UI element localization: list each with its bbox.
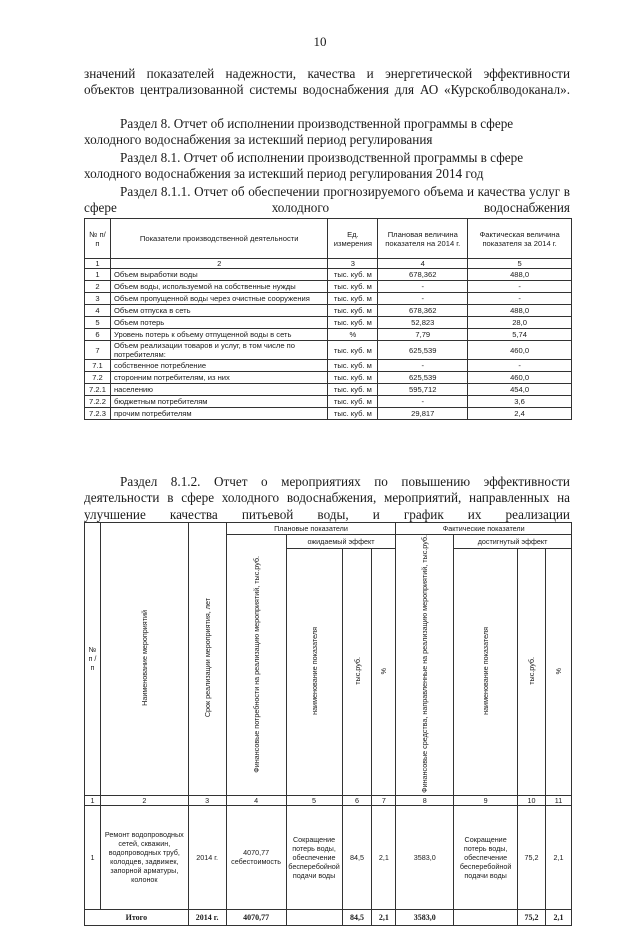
- section-8-1-1-title: Раздел 8.1.1. Отчет об обеспечении прогнозируемого объема и качества услуг в сфере холодного водоснабжения: [84, 184, 570, 216]
- t1-cell-fact: 488,0: [468, 305, 572, 317]
- t1-cell-indicator: Уровень потерь к объему отпущенной воды в сеть: [110, 329, 327, 341]
- t1-cell-fact: -: [468, 281, 572, 293]
- intro-paragraph: значений показателей надежности, качества и энергетической эффективности объектов централизованной системы водоснабжения для АО «Курскоблводоканал».: [84, 66, 570, 98]
- t1-cell-indicator: Объем реализации товаров и услуг, в том числе по потребителям:: [110, 341, 327, 360]
- t1-cell-indicator: собственное потребление: [110, 360, 327, 372]
- t1-cell-unit: тыс. куб. м: [328, 317, 378, 329]
- table-row: [85, 341, 572, 360]
- t1-cell-number: 7.2.3: [85, 408, 111, 420]
- t2-header-period: Срок реализации мероприятия, лет: [188, 523, 226, 796]
- t2-header-plan-indicator: наименование показателя: [286, 549, 342, 796]
- t2-row-fact-pct: 2,1: [546, 805, 572, 909]
- production-volume-table: [84, 218, 572, 420]
- t2-total-plan-pct: 2,1: [372, 909, 396, 925]
- table-row: [85, 281, 572, 293]
- t1-cell-indicator: прочим потребителям: [110, 408, 327, 420]
- t1-cell-plan: 7,79: [378, 329, 468, 341]
- t1-cell-number: 5: [85, 317, 111, 329]
- t2-total-period: 2014 г.: [188, 909, 226, 925]
- t1-cell-unit: тыс. куб. м: [328, 372, 378, 384]
- t1-cell-fact: 488,0: [468, 269, 572, 281]
- t1-cell-fact: 460,0: [468, 341, 572, 360]
- t2-total-plan-fin: 4070,77: [226, 909, 286, 925]
- t1-cell-plan: 29,817: [378, 408, 468, 420]
- t1-cell-fact: 28,0: [468, 317, 572, 329]
- t1-cell-fact: 2,4: [468, 408, 572, 420]
- table-row: [85, 293, 572, 305]
- table-row: [85, 305, 572, 317]
- table-row: [85, 329, 572, 341]
- t1-cell-plan: 625,539: [378, 372, 468, 384]
- t2-row-number: 1: [85, 805, 101, 909]
- t1-cell-plan: 678,362: [378, 305, 468, 317]
- t1-cell-fact: 5,74: [468, 329, 572, 341]
- t2-row-period: 2014 г.: [188, 805, 226, 909]
- t1-cell-unit: тыс. куб. м: [328, 341, 378, 360]
- t2-colnum: 11: [546, 795, 572, 805]
- t1-cell-plan: -: [378, 281, 468, 293]
- t2-colnum: 10: [518, 795, 546, 805]
- t2-header-plan: Плановые показатели: [226, 523, 396, 535]
- t1-cell-plan: -: [378, 293, 468, 305]
- t1-cell-fact: -: [468, 293, 572, 305]
- t2-row-fact-indicator: Сокращение потерь воды, обеспечение бесперебойной подачи воды: [454, 805, 518, 909]
- t1-colnum: 1: [85, 259, 111, 269]
- t1-header-number: № п/п: [85, 219, 111, 259]
- t2-row-name: Ремонт водопроводных сетей, скважин, водопроводных труб, колодцев, задвижек, запорной арматуры, колонок: [100, 805, 188, 909]
- t1-cell-unit: тыс. куб. м: [328, 360, 378, 372]
- t1-cell-fact: 3,6: [468, 396, 572, 408]
- t1-cell-unit: тыс. куб. м: [328, 269, 378, 281]
- t1-cell-plan: 52,823: [378, 317, 468, 329]
- t1-cell-plan: 625,539: [378, 341, 468, 360]
- t1-cell-number: 7.1: [85, 360, 111, 372]
- table-row: [85, 384, 572, 396]
- t2-header-achieved: достигнутый эффект: [454, 535, 572, 549]
- t1-cell-unit: тыс. куб. м: [328, 293, 378, 305]
- t1-cell-indicator: населению: [110, 384, 327, 396]
- t2-row-plan-pct: 2,1: [372, 805, 396, 909]
- t2-total-fact-fin: 3583,0: [396, 909, 454, 925]
- t1-cell-indicator: Объем выработки воды: [110, 269, 327, 281]
- t2-row-plan-fin: 4070,77 себестоимость: [226, 805, 286, 909]
- t1-cell-plan: 595,712: [378, 384, 468, 396]
- t1-cell-fact: -: [468, 360, 572, 372]
- t2-colnum: 5: [286, 795, 342, 805]
- t2-colnum: 1: [85, 795, 101, 805]
- t1-cell-indicator: сторонним потребителям, из них: [110, 372, 327, 384]
- t1-cell-unit: тыс. куб. м: [328, 396, 378, 408]
- t2-colnum: 2: [100, 795, 188, 805]
- t2-total-fact-pct: 2,1: [546, 909, 572, 925]
- t1-cell-number: 7.2.1: [85, 384, 111, 396]
- table-row: [85, 396, 572, 408]
- t1-cell-fact: 460,0: [468, 372, 572, 384]
- t2-header-number: № п / п: [85, 523, 101, 796]
- t1-cell-indicator: бюджетным потребителям: [110, 396, 327, 408]
- t1-cell-number: 7.2: [85, 372, 111, 384]
- t1-cell-unit: тыс. куб. м: [328, 384, 378, 396]
- t2-header-plan-fin: Финансовые потребности на реализацию мероприятий, тыс.руб.: [226, 535, 286, 796]
- section-8-title: Раздел 8. Отчет об исполнении производственной программы в сфере холодного водоснабжения за истекший период регулирования: [84, 116, 514, 148]
- efficiency-measures-table: [84, 522, 572, 926]
- t1-colnum: 2: [110, 259, 327, 269]
- t1-cell-number: 1: [85, 269, 111, 281]
- t2-colnum: 6: [342, 795, 372, 805]
- t2-header-name: Наименование мероприятий: [100, 523, 188, 796]
- t1-cell-number: 7: [85, 341, 111, 360]
- t1-cell-indicator: Объем пропущенной воды через очистные сооружения: [110, 293, 327, 305]
- t2-colnum: 3: [188, 795, 226, 805]
- t2-colnum: 8: [396, 795, 454, 805]
- t1-cell-unit: %: [328, 329, 378, 341]
- t2-header-fact: Фактические показатели: [396, 523, 572, 535]
- t1-header-indicator: Показатели производственной деятельности: [110, 219, 327, 259]
- table-row: [85, 360, 572, 372]
- table-row: [85, 408, 572, 420]
- t1-cell-plan: -: [378, 396, 468, 408]
- t2-row-fact-rub: 75,2: [518, 805, 546, 909]
- t2-colnum: 4: [226, 795, 286, 805]
- t1-cell-indicator: Объем воды, используемой на собственные нужды: [110, 281, 327, 293]
- t2-row-plan-rub: 84,5: [342, 805, 372, 909]
- t2-row-fact-fin: 3583,0: [396, 805, 454, 909]
- t2-colnum: 9: [454, 795, 518, 805]
- t1-header-unit: Ед. измерения: [328, 219, 378, 259]
- t2-colnum: 7: [372, 795, 396, 805]
- t2-header-fact-indicator: наименование показателя: [454, 549, 518, 796]
- t2-header-fact-fin: Финансовые средства, направленные на реализацию мероприятий, тыс.руб.: [396, 535, 454, 796]
- t1-cell-unit: тыс. куб. м: [328, 408, 378, 420]
- t2-total-fact-indicator: [454, 909, 518, 925]
- t1-colnum: 5: [468, 259, 572, 269]
- t1-cell-unit: тыс. куб. м: [328, 305, 378, 317]
- t2-total-label: Итого: [85, 909, 189, 925]
- t1-cell-unit: тыс. куб. м: [328, 281, 378, 293]
- t1-header-plan: Плановая величина показателя на 2014 г.: [378, 219, 468, 259]
- table-row: [85, 269, 572, 281]
- t1-cell-number: 2: [85, 281, 111, 293]
- t2-row-plan-indicator: Сокращение потерь воды, обеспечение бесперебойной подачи воды: [286, 805, 342, 909]
- page-number: 10: [313, 34, 327, 49]
- t2-total-plan-indicator: [286, 909, 342, 925]
- t1-cell-number: 4: [85, 305, 111, 317]
- t1-cell-plan: 678,362: [378, 269, 468, 281]
- t1-cell-number: 7.2.2: [85, 396, 111, 408]
- section-8-1-title: Раздел 8.1. Отчет об исполнении производственной программы в сфере холодного водоснабжения за истекший период регулирования 2014 год: [84, 150, 524, 182]
- section-8-1-2-title: Раздел 8.1.2. Отчет о мероприятиях по повышению эффективности деятельности в сфере холодного водоснабжения, мероприятий, направленных на улучшение качества питьевой воды, и график их реализации: [84, 474, 570, 522]
- t1-header-fact: Фактическая величина показателя за 2014 г.: [468, 219, 572, 259]
- t2-header-plan-rub: тыс.руб.: [342, 549, 372, 796]
- t1-colnum: 4: [378, 259, 468, 269]
- t1-cell-indicator: Объем отпуска в сеть: [110, 305, 327, 317]
- t2-header-fact-rub: тыс.руб.: [518, 549, 546, 796]
- t1-cell-number: 3: [85, 293, 111, 305]
- t1-cell-plan: -: [378, 360, 468, 372]
- t2-total-plan-rub: 84,5: [342, 909, 372, 925]
- t1-cell-fact: 454,0: [468, 384, 572, 396]
- table-row: [85, 372, 572, 384]
- table-row: [85, 317, 572, 329]
- t1-colnum: 3: [328, 259, 378, 269]
- t2-header-expected: ожидаемый эффект: [286, 535, 396, 549]
- t2-header-plan-pct: %: [372, 549, 396, 796]
- t2-total-fact-rub: 75,2: [518, 909, 546, 925]
- t2-header-fact-pct: %: [546, 549, 572, 796]
- t1-cell-indicator: Объем потерь: [110, 317, 327, 329]
- t1-cell-number: 6: [85, 329, 111, 341]
